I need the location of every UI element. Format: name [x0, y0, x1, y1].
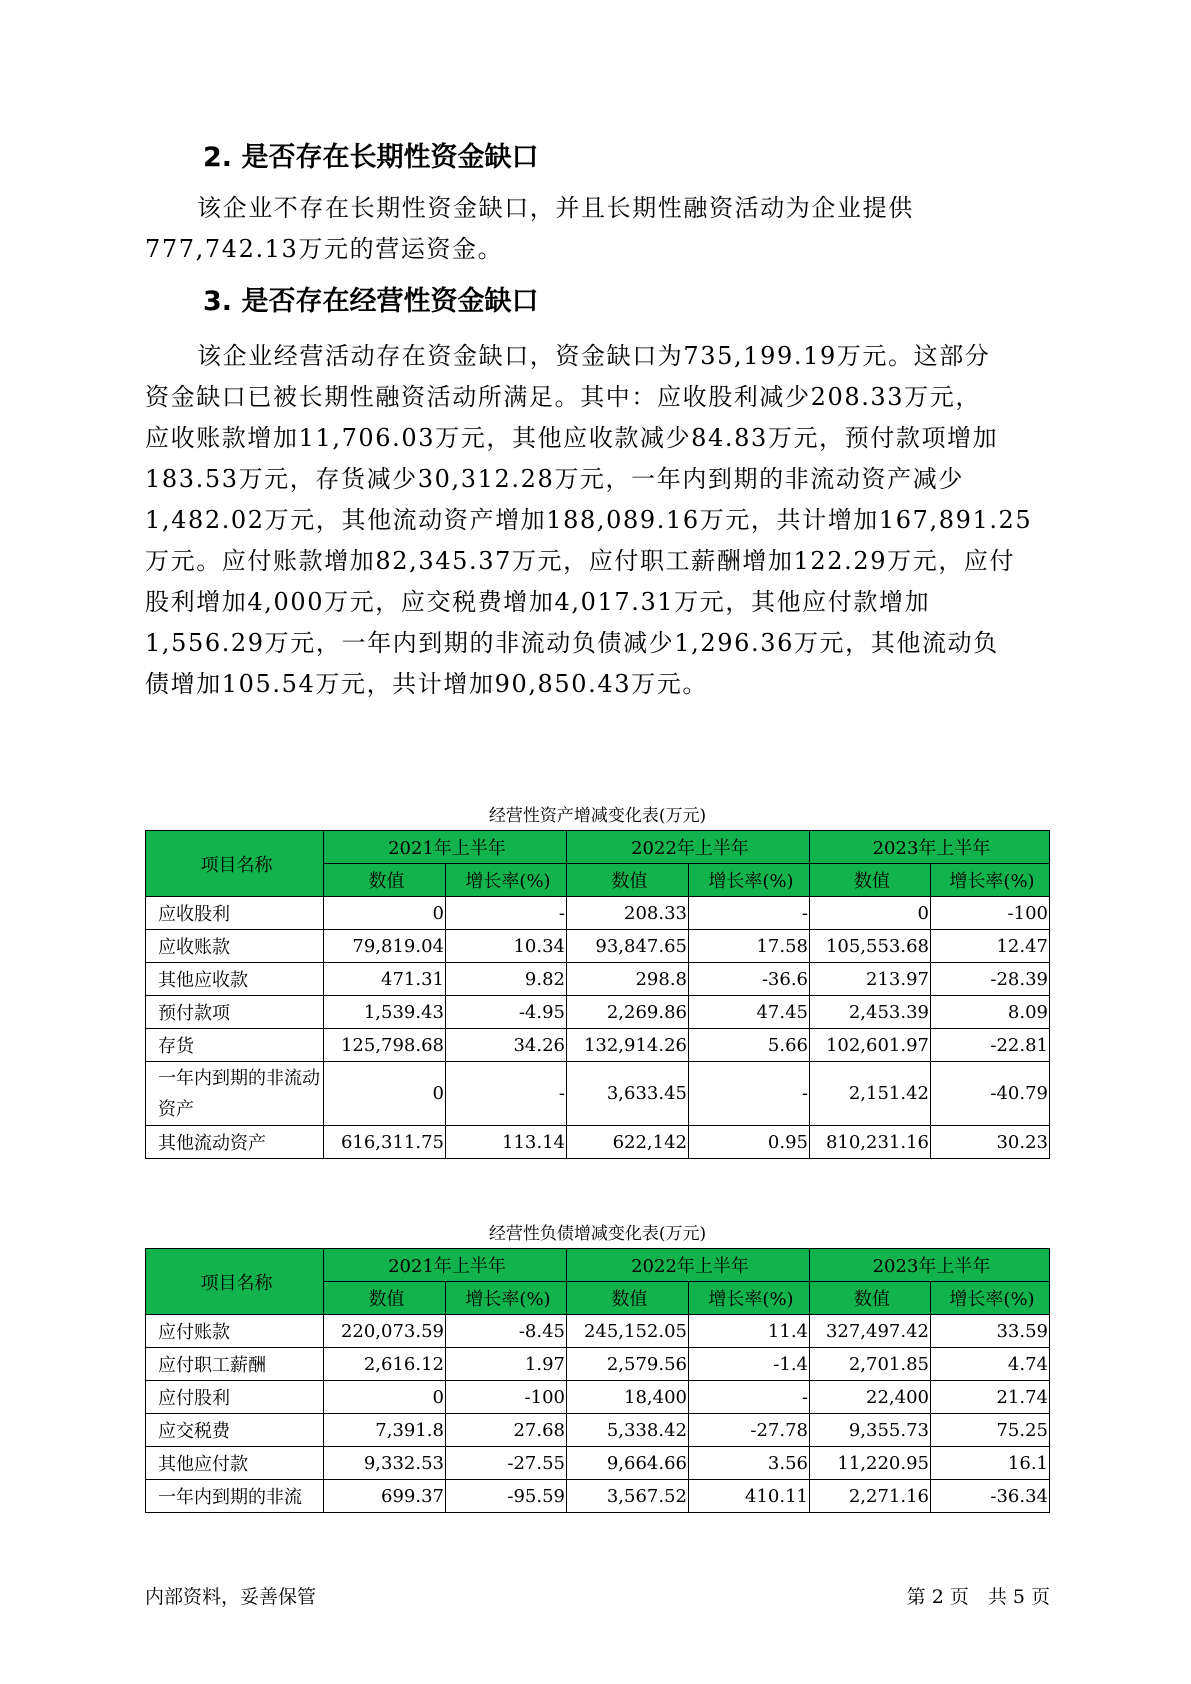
cell-value: 1,539.43 [324, 996, 446, 1029]
paragraph-line: 1,556.29万元，一年内到期的非流动负债减少1,296.36万元，其他流动负 [145, 629, 999, 657]
cell-rate: -27.55 [446, 1447, 567, 1480]
cell-rate: -28.39 [931, 963, 1050, 996]
subheader-growth-rate: 增长率(%) [689, 1282, 810, 1315]
cell-rate: 410.11 [689, 1480, 810, 1513]
cell-value: 18,400 [567, 1381, 689, 1414]
cell-rate: 17.58 [689, 930, 810, 963]
table-row [146, 1381, 1050, 1414]
paragraph-line: 债增加105.54万元，共计增加90,850.43万元。 [145, 670, 708, 698]
cell-value: 471.31 [324, 963, 446, 996]
cell-value: 0 [324, 1381, 446, 1414]
table-row [146, 1029, 1050, 1062]
cell-value: 22,400 [810, 1381, 931, 1414]
cell-rate: - [446, 897, 567, 930]
cell-value: 2,151.42 [810, 1062, 931, 1126]
assets-change-table [145, 830, 1050, 1159]
table-caption-liabilities: 经营性负债增减变化表(万元) [488, 1224, 707, 1244]
subheader-growth-rate: 增长率(%) [931, 1282, 1050, 1315]
row-name: 应付账款 [146, 1315, 324, 1348]
cell-rate: -4.95 [446, 996, 567, 1029]
paragraph-line: 该企业不存在长期性资金缺口，并且长期性融资活动为企业提供 [197, 194, 914, 222]
footer-confidential-note: 内部资料，妥善保管 [145, 1586, 317, 1608]
paragraph-operating-gap [145, 336, 1050, 705]
cell-value: 0 [324, 1062, 446, 1126]
cell-value: 699.37 [324, 1480, 446, 1513]
row-name: 预付款项 [146, 996, 324, 1029]
cell-rate: 3.56 [689, 1447, 810, 1480]
subheader-growth-rate: 增长率(%) [931, 864, 1050, 897]
row-name: 应收股利 [146, 897, 324, 930]
paragraph-line: 万元。应付账款增加82,345.37万元，应付职工薪酬增加122.29万元，应付 [145, 547, 1016, 575]
row-name: 应付职工薪酬 [146, 1348, 324, 1381]
table-row [146, 1480, 1050, 1513]
row-name: 其他应付款 [146, 1447, 324, 1480]
row-name: 一年内到期的非流动资产 [146, 1062, 324, 1126]
cell-rate: 113.14 [446, 1126, 567, 1159]
subheader-growth-rate: 增长率(%) [446, 864, 567, 897]
footer-page-number: 第 2 页 共 5 页 [906, 1586, 1050, 1608]
subheader-value: 数值 [324, 864, 446, 897]
cell-value: 3,567.52 [567, 1480, 689, 1513]
cell-rate: 75.25 [931, 1414, 1050, 1447]
header-period: 2023年上半年 [810, 1249, 1050, 1282]
table-row [146, 1447, 1050, 1480]
cell-value: 105,553.68 [810, 930, 931, 963]
cell-value: 9,332.53 [324, 1447, 446, 1480]
cell-value: 2,579.56 [567, 1348, 689, 1381]
cell-rate: -95.59 [446, 1480, 567, 1513]
cell-value: 245,152.05 [567, 1315, 689, 1348]
subheader-value: 数值 [567, 1282, 689, 1315]
cell-rate: 34.26 [446, 1029, 567, 1062]
paragraph-line: 资金缺口已被长期性融资活动所满足。其中：应收股利减少208.33万元， [145, 383, 981, 411]
cell-rate: - [689, 1381, 810, 1414]
table-row [146, 930, 1050, 963]
cell-rate: -36.34 [931, 1480, 1050, 1513]
table-caption-assets: 经营性资产增减变化表(万元) [488, 806, 707, 826]
section-heading-long-term-gap: 2. 是否存在长期性资金缺口 [203, 142, 539, 173]
paragraph-line: 183.53万元，存货减少30,312.28万元，一年内到期的非流动资产减少 [145, 465, 964, 493]
cell-value: 5,338.42 [567, 1414, 689, 1447]
cell-rate: 8.09 [931, 996, 1050, 1029]
cell-value: 125,798.68 [324, 1029, 446, 1062]
cell-value: 102,601.97 [810, 1029, 931, 1062]
table-row [146, 897, 1050, 930]
header-period: 2023年上半年 [810, 831, 1050, 864]
cell-rate: 0.95 [689, 1126, 810, 1159]
subheader-value: 数值 [810, 864, 931, 897]
paragraph-line: 该企业经营活动存在资金缺口，资金缺口为735,199.19万元。这部分 [197, 342, 991, 370]
cell-value: 7,391.8 [324, 1414, 446, 1447]
cell-rate: - [689, 1062, 810, 1126]
subheader-value: 数值 [324, 1282, 446, 1315]
table-row [146, 1348, 1050, 1381]
cell-value: 11,220.95 [810, 1447, 931, 1480]
row-name: 其他应收款 [146, 963, 324, 996]
cell-value: 3,633.45 [567, 1062, 689, 1126]
cell-value: 93,847.65 [567, 930, 689, 963]
paragraph-line: 股利增加4,000万元，应交税费增加4,017.31万元，其他应付款增加 [145, 588, 931, 616]
section-heading-operating-gap: 3. 是否存在经营性资金缺口 [203, 286, 539, 317]
cell-rate: -100 [446, 1381, 567, 1414]
cell-rate: -100 [931, 897, 1050, 930]
liabilities-change-table [145, 1248, 1050, 1513]
cell-rate: 5.66 [689, 1029, 810, 1062]
cell-rate: 33.59 [931, 1315, 1050, 1348]
table-row [146, 1126, 1050, 1159]
cell-rate: -40.79 [931, 1062, 1050, 1126]
header-period: 2022年上半年 [567, 1249, 810, 1282]
cell-value: 213.97 [810, 963, 931, 996]
table-row [146, 1315, 1050, 1348]
cell-value: 0 [810, 897, 931, 930]
cell-rate: 30.23 [931, 1126, 1050, 1159]
cell-rate: 9.82 [446, 963, 567, 996]
subheader-value: 数值 [567, 864, 689, 897]
cell-rate: 10.34 [446, 930, 567, 963]
cell-value: 2,701.85 [810, 1348, 931, 1381]
cell-value: 298.8 [567, 963, 689, 996]
subheader-growth-rate: 增长率(%) [689, 864, 810, 897]
row-name: 存货 [146, 1029, 324, 1062]
cell-rate: -27.78 [689, 1414, 810, 1447]
cell-rate: 11.4 [689, 1315, 810, 1348]
cell-value: 2,453.39 [810, 996, 931, 1029]
row-name: 其他流动资产 [146, 1126, 324, 1159]
cell-value: 327,497.42 [810, 1315, 931, 1348]
paragraph-line: 777,742.13万元的营运资金。 [145, 235, 504, 263]
cell-rate: - [446, 1062, 567, 1126]
table-row [146, 1414, 1050, 1447]
table-row [146, 963, 1050, 996]
row-name: 应收账款 [146, 930, 324, 963]
paragraph-long-term-gap [145, 188, 1050, 270]
paragraph-line: 1,482.02万元，其他流动资产增加188,089.16万元，共计增加167,891.25 [145, 506, 1033, 534]
paragraph-line: 应收账款增加11,706.03万元，其他应收款减少84.83万元，预付款项增加 [145, 424, 999, 452]
cell-value: 9,355.73 [810, 1414, 931, 1447]
cell-value: 622,142 [567, 1126, 689, 1159]
cell-rate: 12.47 [931, 930, 1050, 963]
header-item-name: 项目名称 [146, 831, 324, 897]
cell-value: 810,231.16 [810, 1126, 931, 1159]
cell-value: 0 [324, 897, 446, 930]
cell-rate: - [689, 897, 810, 930]
cell-rate: 16.1 [931, 1447, 1050, 1480]
cell-rate: -22.81 [931, 1029, 1050, 1062]
header-period: 2022年上半年 [567, 831, 810, 864]
cell-value: 132,914.26 [567, 1029, 689, 1062]
header-item-name: 项目名称 [146, 1249, 324, 1315]
subheader-growth-rate: 增长率(%) [446, 1282, 567, 1315]
cell-value: 2,271.16 [810, 1480, 931, 1513]
cell-rate: 21.74 [931, 1381, 1050, 1414]
cell-rate: 4.74 [931, 1348, 1050, 1381]
row-name: 应交税费 [146, 1414, 324, 1447]
cell-rate: -8.45 [446, 1315, 567, 1348]
cell-value: 208.33 [567, 897, 689, 930]
header-period: 2021年上半年 [324, 831, 567, 864]
row-name: 应付股利 [146, 1381, 324, 1414]
cell-value: 616,311.75 [324, 1126, 446, 1159]
cell-value: 79,819.04 [324, 930, 446, 963]
cell-rate: -1.4 [689, 1348, 810, 1381]
cell-rate: 1.97 [446, 1348, 567, 1381]
cell-value: 9,664.66 [567, 1447, 689, 1480]
cell-value: 2,616.12 [324, 1348, 446, 1381]
row-name: 一年内到期的非流 [146, 1480, 324, 1513]
table-row [146, 996, 1050, 1029]
header-period: 2021年上半年 [324, 1249, 567, 1282]
subheader-value: 数值 [810, 1282, 931, 1315]
table-row [146, 1062, 1050, 1126]
cell-rate: 47.45 [689, 996, 810, 1029]
cell-value: 2,269.86 [567, 996, 689, 1029]
cell-rate: 27.68 [446, 1414, 567, 1447]
cell-rate: -36.6 [689, 963, 810, 996]
cell-value: 220,073.59 [324, 1315, 446, 1348]
